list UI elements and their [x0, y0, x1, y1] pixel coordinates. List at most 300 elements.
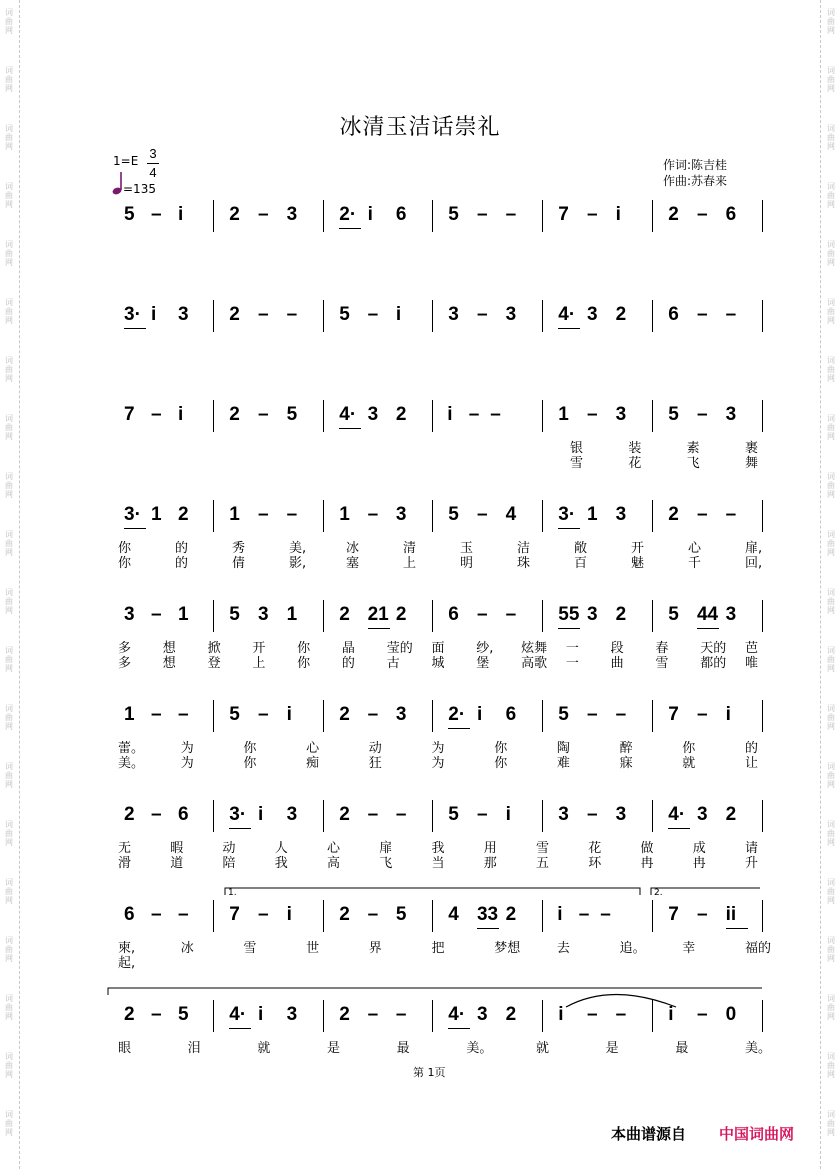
note: 1 — [339, 504, 350, 525]
note: i — [558, 1004, 564, 1025]
lyric-syllable: 上 — [403, 556, 417, 571]
note: 2 — [395, 604, 407, 625]
lyric-syllable: 五 — [536, 856, 550, 871]
note: – — [395, 804, 407, 825]
note: 3 — [395, 704, 407, 725]
note: 21 — [367, 604, 389, 625]
note: i — [286, 904, 292, 925]
lyric-syllable: 起, — [118, 956, 136, 971]
lyric-syllable: 明 — [460, 556, 474, 571]
note: – — [696, 704, 708, 725]
note: 7 — [229, 904, 240, 925]
note: 2· — [339, 204, 357, 225]
watermark-text: 词 曲 网 — [5, 8, 13, 35]
lyric-syllable: 洁 — [517, 541, 531, 556]
note: 3 — [725, 404, 737, 425]
lyric-syllable: 天的 — [700, 641, 727, 656]
note: – — [151, 604, 162, 625]
lyric-syllable: 素 — [686, 441, 700, 456]
lyric-syllable: 寐 — [619, 756, 633, 771]
tie-slur — [566, 995, 676, 1008]
lyric-syllable: 魅 — [631, 556, 645, 571]
note: 2 — [339, 704, 350, 725]
lyric-syllable: 你 — [494, 741, 508, 756]
note: i — [286, 704, 292, 725]
lyric-syllable: 开 — [631, 541, 645, 556]
note: 5 — [124, 204, 135, 225]
watermark-text: 词 曲 网 — [5, 240, 13, 267]
lyric-syllable: 春 — [655, 641, 669, 656]
note: i — [505, 804, 511, 825]
note: – — [696, 404, 708, 425]
watermark-text: 词 曲 网 — [827, 66, 835, 93]
lyric-syllable: 环 — [588, 856, 602, 871]
watermark-text: 词 曲 网 — [827, 820, 835, 847]
lyric-syllable: 段 — [610, 641, 624, 656]
lyric-syllable: 装 — [628, 441, 642, 456]
note: 1 — [558, 404, 569, 425]
lyric-syllable: 冰 — [180, 941, 194, 956]
lyric-syllable: 眼 — [118, 1041, 132, 1056]
note: 5 — [286, 404, 298, 425]
watermark-text: 词 曲 网 — [827, 124, 835, 151]
watermark-text: 词 曲 网 — [827, 704, 835, 731]
lyric-syllable: 蕾。 — [118, 741, 145, 756]
note: – — [178, 704, 189, 725]
lyric-syllable: 多 — [118, 641, 132, 656]
note: 4 — [505, 504, 517, 525]
note: 5 — [448, 804, 459, 825]
note: 3 — [367, 404, 379, 425]
note: 33 — [476, 904, 499, 925]
note: 1 — [178, 604, 189, 625]
lyric-syllable: 最 — [396, 1041, 410, 1056]
lyric-syllable: 成 — [692, 841, 706, 856]
watermark-text: 词 曲 网 — [5, 762, 13, 789]
lyric-syllable: 做 — [640, 841, 654, 856]
watermark-text: 词 曲 网 — [5, 878, 13, 905]
lyric-syllable: 倩 — [232, 556, 246, 571]
lyric-syllable: 雪 — [536, 841, 550, 856]
lyric-syllable: 幸 — [682, 941, 696, 956]
note: 3 — [725, 604, 737, 625]
watermark-text: 词 曲 网 — [827, 762, 835, 789]
note: 3 — [615, 404, 627, 425]
time-signature-top: 3 — [149, 146, 157, 161]
lyric-syllable: 扉, — [745, 541, 763, 556]
lyric-syllable: 用 — [483, 841, 497, 856]
lyric-syllable: 你 — [243, 756, 257, 771]
note: 0 — [725, 1004, 737, 1025]
note: 3 — [124, 604, 135, 625]
note: – — [257, 204, 269, 225]
time-signature-bottom: 4 — [149, 165, 157, 180]
lyric-syllable: 花 — [628, 456, 642, 471]
watermark-text: 词 曲 网 — [827, 646, 835, 673]
lyric-syllable: 心 — [306, 741, 320, 756]
lyric-syllable: 晶 — [341, 641, 355, 656]
lyric-syllable: 陪 — [222, 856, 236, 871]
lyric-syllable: 影, — [289, 556, 307, 571]
note: 2 — [615, 304, 627, 325]
lyric-syllable: 纱, — [476, 641, 494, 656]
lyric-syllable: 就 — [257, 1041, 271, 1056]
note: – — [286, 304, 298, 325]
lyric-syllable: 扉 — [379, 841, 393, 856]
note: 4· — [668, 804, 686, 825]
note: ii — [725, 904, 737, 925]
note: 3 — [615, 804, 627, 825]
footer-site-link[interactable]: 中国词曲网 — [719, 1125, 795, 1143]
lyric-syllable: 无 — [118, 841, 132, 856]
note: – — [151, 704, 162, 725]
lyric-syllable: 唯 — [745, 656, 759, 671]
watermark-text: 词 曲 网 — [5, 414, 13, 441]
note: 6 — [668, 304, 679, 325]
note: – — [367, 504, 379, 525]
note: 3 — [696, 804, 708, 825]
lyric-syllable: 高 — [327, 856, 341, 871]
lyric-syllable: 为 — [180, 741, 194, 756]
lyric-syllable: 请 — [745, 841, 759, 856]
note: i — [557, 904, 563, 925]
note: 2 — [229, 204, 240, 225]
lyric-syllable: 的 — [341, 656, 355, 671]
lyric-syllable: 滑 — [118, 856, 132, 871]
volta-1-label: 1. — [228, 888, 237, 898]
lyric-syllable: 狂 — [368, 756, 382, 771]
note: – — [586, 804, 598, 825]
lyric-syllable: 千 — [688, 556, 702, 571]
note: 5 — [668, 604, 679, 625]
lyric-syllable: 道 — [170, 856, 184, 871]
lyric-syllable: 都的 — [700, 656, 727, 671]
watermark-text: 词 曲 网 — [827, 298, 835, 325]
note: 6 — [178, 804, 189, 825]
lyric-syllable: 多 — [118, 656, 132, 671]
note: i — [178, 204, 184, 225]
note: 1 — [229, 504, 240, 525]
note: 6 — [725, 204, 737, 225]
lyric-syllable: 一 — [565, 656, 579, 671]
note: 55 — [558, 604, 580, 625]
lyric-syllable: 掀 — [207, 641, 221, 656]
watermark-text: 词 曲 网 — [5, 530, 13, 557]
note: – — [367, 904, 379, 925]
note: 44 — [696, 604, 719, 625]
note: 2 — [124, 1004, 135, 1025]
lyric-syllable: 莹的 — [386, 641, 413, 656]
note: 6 — [395, 204, 407, 225]
note: i — [476, 704, 483, 725]
note: – — [476, 804, 488, 825]
lyric-syllable: 陶 — [556, 741, 570, 756]
note: – — [367, 304, 379, 325]
watermark-text: 词 曲 网 — [827, 240, 835, 267]
note: – — [257, 304, 269, 325]
note: i — [367, 204, 373, 225]
note: – — [615, 704, 627, 725]
lyric-syllable: 柬, — [118, 941, 136, 956]
lyric-syllable: 界 — [368, 941, 382, 956]
lyric-syllable: 人 — [274, 841, 288, 856]
note: – — [151, 204, 162, 225]
lyric-syllable: 冉 — [640, 856, 654, 871]
lyric-syllable: 你 — [118, 541, 132, 556]
lyric-syllable: 城 — [431, 656, 445, 671]
note: i — [257, 1004, 264, 1025]
note: – — [476, 304, 488, 325]
lyric-syllable: 那 — [483, 856, 497, 871]
note: 2 — [505, 904, 517, 925]
lyric-syllable: 你 — [682, 741, 696, 756]
watermark-text: 词 曲 网 — [5, 588, 13, 615]
note: 3 — [286, 204, 298, 225]
lyric-syllable: 追。 — [619, 941, 646, 956]
lyric-syllable: 就 — [536, 1041, 550, 1056]
note: 2 — [339, 804, 350, 825]
lyric-syllable: 我 — [431, 841, 445, 856]
note: i — [257, 804, 264, 825]
note: – — [257, 504, 269, 525]
note: 3 — [586, 304, 598, 325]
note: – — [696, 504, 708, 525]
note: – — [476, 604, 488, 625]
lyric-syllable: 清 — [403, 541, 417, 556]
note: – — [476, 204, 488, 225]
tempo-marking: =135 — [123, 182, 156, 196]
note: 6 — [505, 704, 517, 725]
lyric-syllable: 梦想 — [494, 941, 521, 956]
lyric-syllable: 冉 — [692, 856, 706, 871]
lyric-syllable: 最 — [675, 1041, 689, 1056]
note: 3 — [586, 604, 598, 625]
note: i — [725, 704, 731, 725]
watermark-text: 词 曲 网 — [827, 472, 835, 499]
watermark-text: 词 曲 网 — [5, 298, 13, 325]
lyric-syllable: 的 — [745, 741, 759, 756]
lyric-syllable: 飞 — [686, 456, 700, 471]
lyric-syllable: 花 — [588, 841, 602, 856]
lyric-syllable: 动 — [222, 841, 236, 856]
lyric-syllable: 为 — [431, 741, 445, 756]
note: 2 — [668, 504, 679, 525]
lyric-syllable: 美。 — [118, 756, 145, 771]
watermark-text: 词 曲 网 — [827, 936, 835, 963]
note: 3 — [476, 1004, 488, 1025]
note: 4· — [558, 304, 576, 325]
note: 3 — [615, 504, 627, 525]
key-signature: 1=E — [113, 154, 139, 168]
note: i — [178, 404, 184, 425]
lyric-syllable: 古 — [386, 656, 400, 671]
lyric-syllable: 裹 — [745, 441, 759, 456]
lyric-syllable: 百 — [574, 556, 588, 571]
lyric-syllable: 痴 — [306, 756, 320, 771]
lyric-syllable: 你 — [297, 656, 311, 671]
watermark-text: 词 曲 网 — [827, 994, 835, 1021]
lyric-syllable: 敞 — [574, 541, 588, 556]
note: 3 — [286, 1004, 298, 1025]
note: 3 — [178, 304, 189, 325]
note: 3 — [505, 304, 517, 325]
note: 6 — [448, 604, 459, 625]
note: – — [586, 704, 598, 725]
lyric-syllable: 回, — [745, 556, 763, 571]
lyric-syllable: 动 — [368, 741, 382, 756]
note: 4· — [448, 1004, 466, 1025]
note: – — [696, 304, 708, 325]
note: 2 — [339, 904, 350, 925]
lyric-syllable: 冰 — [346, 541, 360, 556]
lyric-syllable: 美。 — [745, 1041, 772, 1056]
note: – — [151, 404, 162, 425]
note: – — [257, 404, 269, 425]
watermark-text: 词 曲 网 — [827, 588, 835, 615]
watermark-text: 词 曲 网 — [5, 1110, 13, 1137]
note: 4· — [229, 1004, 247, 1025]
note: 1 — [586, 504, 598, 525]
lyric-syllable: 你 — [494, 756, 508, 771]
note: 2 — [339, 604, 350, 625]
note: – — [367, 804, 379, 825]
note: 3· — [558, 504, 576, 525]
note: 3 — [395, 504, 407, 525]
note: 2 — [124, 804, 135, 825]
note: – — [151, 804, 162, 825]
lyric-syllable: 开 — [252, 641, 266, 656]
volta-2-label: 2. — [654, 888, 663, 898]
watermark-text: 词 曲 网 — [5, 704, 13, 731]
note: i — [615, 204, 621, 225]
note: 2 — [725, 804, 737, 825]
note: 5 — [229, 604, 240, 625]
note: 1 — [286, 604, 298, 625]
note: 3· — [229, 804, 247, 825]
note: 2 — [339, 1004, 350, 1025]
note: 5 — [395, 904, 407, 925]
lyric-syllable: 世 — [306, 941, 320, 956]
lyric-syllable: 芭 — [745, 641, 759, 656]
lyric-syllable: 雪 — [243, 941, 257, 956]
lyric-syllable: 为 — [431, 756, 445, 771]
note: – — [367, 1004, 379, 1025]
watermark-text: 词 曲 网 — [5, 994, 13, 1021]
note: – — [696, 1004, 708, 1025]
note: i — [668, 1004, 674, 1025]
lyric-syllable: 堡 — [476, 656, 490, 671]
watermark-text: 词 曲 网 — [827, 530, 835, 557]
lyric-syllable: 上 — [252, 656, 266, 671]
watermark-text: 词 曲 网 — [827, 414, 835, 441]
note: 7 — [668, 704, 679, 725]
song-title: 冰清玉洁话崇礼 — [339, 115, 501, 140]
lyric-syllable: 福的 — [745, 941, 772, 956]
note: 3 — [286, 804, 298, 825]
note: – — [151, 904, 162, 925]
note: i — [151, 304, 157, 325]
lyric-syllable: 美。 — [466, 1041, 493, 1056]
watermark-text: 词 曲 网 — [5, 472, 13, 499]
watermark-text: 词 曲 网 — [5, 66, 13, 93]
lyric-syllable: 是 — [605, 1041, 619, 1056]
note: 4· — [339, 404, 357, 425]
note: – — [586, 204, 598, 225]
lyric-syllable: 我 — [274, 856, 288, 871]
lyric-syllable: 是 — [327, 1041, 341, 1056]
watermark-text: 词 曲 网 — [5, 646, 13, 673]
note: 2 — [229, 304, 240, 325]
lyric-syllable: 登 — [207, 656, 221, 671]
note: 2 — [178, 504, 189, 525]
lyric-syllable: 雪 — [570, 456, 584, 471]
lyric-syllable: 泪 — [187, 1041, 201, 1056]
watermark-text: 词 曲 网 — [5, 124, 13, 151]
footer-source: 本曲谱源自 — [611, 1125, 687, 1143]
lyric-syllable: 秀 — [232, 541, 246, 556]
watermark-text: 词 曲 网 — [827, 182, 835, 209]
lyric-syllable: 面 — [431, 641, 445, 656]
note: – — [395, 1004, 407, 1025]
note: – — [725, 504, 737, 525]
note: 2 — [229, 404, 240, 425]
note: 7 — [124, 404, 135, 425]
watermark-text: 词 曲 网 — [827, 878, 835, 905]
lyric-syllable: 飞 — [379, 856, 393, 871]
note: – — [696, 904, 708, 925]
note: 3 — [558, 804, 569, 825]
note: – — [696, 204, 708, 225]
lyric-syllable: 升 — [745, 856, 759, 871]
watermark-text: 词 曲 网 — [827, 1052, 835, 1079]
note: – — [505, 604, 517, 625]
lyric-syllable: 难 — [556, 756, 570, 771]
note: 2 — [668, 204, 679, 225]
note: – — [490, 404, 501, 425]
lyric-syllable: 暇 — [170, 841, 184, 856]
note: 2 — [615, 604, 627, 625]
note: – — [615, 1004, 627, 1025]
note: 5 — [448, 204, 459, 225]
lyric-syllable: 心 — [688, 541, 702, 556]
lyric-syllable: 想 — [162, 641, 176, 656]
lyric-syllable: 舞 — [745, 456, 759, 471]
note: 1 — [151, 504, 162, 525]
note: – — [178, 904, 189, 925]
lyric-syllable: 让 — [745, 756, 759, 771]
note: – — [586, 1004, 598, 1025]
note: – — [286, 504, 298, 525]
lyric-syllable: 一 — [565, 641, 579, 656]
note: – — [257, 904, 269, 925]
watermark-text: 词 曲 网 — [5, 820, 13, 847]
note: – — [367, 704, 379, 725]
note: 3 — [257, 604, 269, 625]
note: i — [395, 304, 402, 325]
note: 2 — [505, 1004, 517, 1025]
lyric-syllable: 醉 — [619, 741, 633, 756]
note: – — [578, 904, 590, 925]
lyric-syllable: 把 — [431, 941, 445, 956]
lyric-syllable: 你 — [297, 641, 311, 656]
watermark-text: 词 曲 网 — [5, 356, 13, 383]
lyric-syllable: 心 — [327, 841, 341, 856]
note: i — [447, 404, 453, 425]
note: 5 — [229, 704, 240, 725]
note: 3· — [124, 304, 141, 325]
lyric-syllable: 去 — [556, 941, 570, 956]
note: – — [505, 204, 517, 225]
